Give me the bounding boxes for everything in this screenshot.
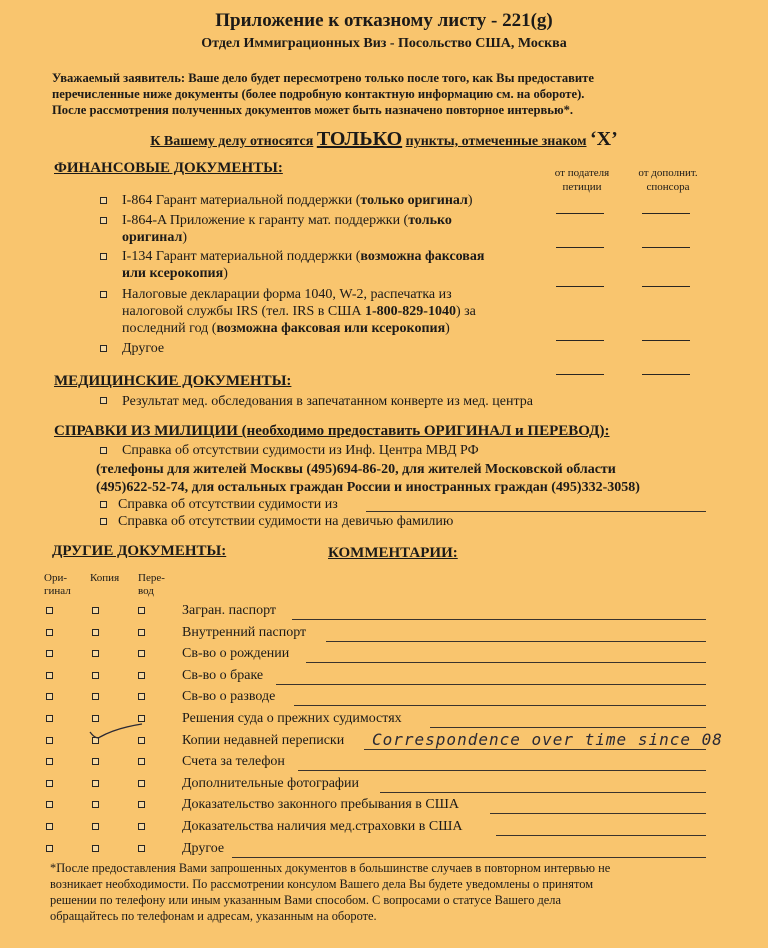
financial-item-text: Налоговые декларации форма 1040, W-2, распечатка из [122, 287, 452, 302]
checkbox[interactable] [100, 197, 107, 204]
intro-text [52, 70, 722, 118]
checkbox[interactable] [92, 672, 99, 679]
financial-item-line [122, 286, 452, 303]
other-document-label: Счета за телефон [182, 754, 285, 769]
financial-item-emphasis: оригинал [122, 230, 183, 245]
signature-line[interactable] [642, 286, 690, 287]
checkbox[interactable] [100, 518, 107, 525]
financial-item-text: ) за [455, 304, 476, 319]
financial-item-emphasis: 1-800-829-1040 [364, 304, 456, 319]
financial-item-emphasis: только [408, 213, 452, 228]
column-original: Ори- гинал [44, 572, 71, 597]
comment-line[interactable] [306, 662, 706, 663]
other-document-label: Копии недавней переписки [182, 733, 345, 748]
other-heading: ДРУГИЕ ДОКУМЕНТЫ: [52, 543, 227, 559]
x-instruction-emphasis: ТОЛЬКО [316, 128, 403, 150]
financial-item-emphasis: или ксерокопия [122, 266, 224, 281]
intro-line: После рассмотрения полученных документов может быть назначено повторное интервью*. [52, 103, 574, 117]
checkbox[interactable] [46, 629, 53, 636]
checkbox[interactable] [46, 693, 53, 700]
checkbox[interactable] [138, 780, 145, 787]
comment-line[interactable] [364, 749, 706, 750]
medical-item: Результат мед. обследования в запечатанном конверте из мед. центра [122, 394, 533, 409]
comment-line[interactable] [292, 619, 706, 620]
x-instruction-mark: ‘Х’ [590, 128, 618, 150]
footer-line: возникает необходимости. По рассмотрении консулом Вашего дела Вы будете уведомлены о принятом [50, 877, 594, 891]
financial-item-line [122, 303, 476, 320]
financial-item-line [122, 320, 450, 337]
footer-note [50, 860, 720, 924]
x-instruction-part: К Вашему делу относятся [150, 134, 314, 149]
handwritten-comment: Correspondence over time since 08 [372, 730, 723, 749]
checkbox[interactable] [92, 823, 99, 830]
checkbox[interactable] [92, 650, 99, 657]
other-document-label: Доказательство законного пребывания в США [182, 797, 459, 812]
checkbox[interactable] [100, 397, 107, 404]
comment-line[interactable] [490, 813, 706, 814]
checkbox[interactable] [46, 715, 53, 722]
checkbox[interactable] [138, 693, 145, 700]
financial-item-line [122, 265, 228, 282]
other-document-label: Св-во о браке [182, 668, 264, 683]
signature-line[interactable] [556, 340, 604, 341]
x-instruction-part: пункты, отмеченные знаком [405, 134, 587, 149]
financial-heading: ФИНАНСОВЫЕ ДОКУМЕНТЫ: [54, 160, 283, 176]
financial-item-line [122, 212, 452, 229]
signature-line[interactable] [642, 247, 690, 248]
signature-line[interactable] [556, 374, 604, 375]
footer-line: обращайтесь по телефонам и адресам, указанным на обороте. [50, 909, 377, 923]
checkbox[interactable] [46, 737, 53, 744]
checkbox[interactable] [46, 650, 53, 657]
comment-line[interactable] [496, 835, 706, 836]
checkbox[interactable] [92, 693, 99, 700]
police-heading: СПРАВКИ ИЗ МИЛИЦИИ (необходимо предоставить ОРИГИНАЛ и ПЕРЕВОД): [54, 423, 610, 439]
other-document-label: Доказательства наличия мед.страховки в США [182, 819, 463, 834]
checkbox[interactable] [92, 801, 99, 808]
checkbox[interactable] [138, 629, 145, 636]
signature-line[interactable] [556, 286, 604, 287]
checkbox[interactable] [46, 780, 53, 787]
signature-line[interactable] [642, 213, 690, 214]
comment-line[interactable] [298, 770, 706, 771]
checkbox[interactable] [138, 715, 145, 722]
signature-line[interactable] [642, 340, 690, 341]
checkbox[interactable] [46, 845, 53, 852]
checkbox[interactable] [138, 758, 145, 765]
page-title: Приложение к отказному листу - 221(g) [215, 10, 553, 31]
checkbox[interactable] [46, 801, 53, 808]
checkbox[interactable] [46, 823, 53, 830]
other-document-label: Св-во о разводе [182, 689, 276, 704]
financial-item-line [122, 192, 473, 209]
financial-item-text: налоговой службы IRS (тел. IRS в США [122, 304, 365, 319]
fill-line[interactable] [366, 511, 706, 512]
comments-heading: КОММЕНТАРИИ: [328, 545, 458, 561]
financial-item-line [122, 229, 187, 246]
checkbox[interactable] [46, 758, 53, 765]
other-document-label: Внутренний паспорт [182, 625, 307, 640]
checkbox[interactable] [138, 801, 145, 808]
other-document-label: Решения суда о прежних судимостях [182, 711, 402, 726]
checkbox[interactable] [138, 845, 145, 852]
financial-item-emphasis: возможна факсовая или ксерокопия [216, 321, 446, 336]
police-phones: (495)622-52-74, для остальных граждан России и иностранных граждан (495)332-3058) [96, 480, 640, 495]
footer-line: *После предоставления Вами запрошенных документов в большинстве случаев в повторном интервью не [50, 861, 611, 875]
checkbox[interactable] [92, 758, 99, 765]
checkbox[interactable] [100, 501, 107, 508]
checkbox[interactable] [100, 291, 107, 298]
comment-line[interactable] [276, 684, 706, 685]
page-subtitle: Отдел Иммиграционных Виз - Посольство США, Москва [201, 36, 567, 51]
police-item: Справка об отсутствии судимости из [118, 497, 338, 512]
financial-item-text: I-864 Гарант материальной поддержки ( [122, 193, 361, 208]
checkbox[interactable] [92, 780, 99, 787]
checkbox[interactable] [92, 629, 99, 636]
checkbox[interactable] [46, 607, 53, 614]
financial-item-emphasis: только оригинал [360, 193, 468, 208]
comment-line[interactable] [294, 705, 706, 706]
intro-line: перечисленные ниже документы (более подробную контактную информацию см. на обороте). [52, 87, 585, 101]
other-document-label: Другое [182, 841, 225, 856]
other-document-label: Дополнительные фотографии [182, 776, 359, 791]
financial-item-text: I-134 Гарант материальной поддержки ( [122, 249, 361, 264]
footer-line: решении по телефону или иным указанным Вами способом. С вопросами о статусе Вашего дела [50, 893, 561, 907]
comment-line[interactable] [326, 641, 706, 642]
checkbox[interactable] [138, 650, 145, 657]
financial-item-emphasis: возможна факсовая [360, 249, 485, 264]
checkbox[interactable] [100, 345, 107, 352]
checkbox[interactable] [100, 253, 107, 260]
column-petitioner: от подателя петиции [554, 167, 610, 193]
financial-item-text: I-864-A Приложение к гаранту мат. поддержки ( [122, 213, 409, 228]
other-document-label: Загран. паспорт [182, 603, 277, 618]
intro-line: Уважаемый заявитель: Ваше дело будет пересмотрено только после того, как Вы предоставите [52, 71, 594, 85]
police-phones: (телефоны для жителей Москвы (495)694-86-20, для жителей Московской области [96, 462, 616, 477]
signature-line[interactable] [556, 213, 604, 214]
police-item: Справка об отсутствии судимости из Инф. Центра МВД РФ [122, 443, 479, 458]
column-copy: Копия [90, 572, 120, 584]
financial-item-text: ) [223, 266, 228, 281]
financial-item-text: ) [467, 193, 473, 208]
checkbox[interactable] [100, 447, 107, 454]
checkbox[interactable] [92, 845, 99, 852]
medical-heading: МЕДИЦИНСКИЕ ДОКУМЕНТЫ: [54, 373, 292, 389]
financial-item-text: последний год ( [122, 321, 217, 336]
signature-line[interactable] [642, 374, 690, 375]
comment-line[interactable] [430, 727, 706, 728]
checkbox[interactable] [138, 823, 145, 830]
comment-line[interactable] [380, 792, 706, 793]
checkbox[interactable] [92, 607, 99, 614]
other-document-label: Св-во о рождении [182, 646, 290, 661]
comment-line[interactable] [232, 857, 706, 858]
column-sponsor: от дополнит. спонсора [638, 167, 698, 193]
financial-item-line [122, 340, 164, 357]
financial-item-line [122, 248, 484, 265]
financial-item-text: ) [445, 321, 450, 336]
financial-item-text: Другое [122, 341, 165, 356]
x-instruction [0, 128, 768, 151]
column-translation: Пере- вод [138, 572, 165, 597]
checkbox[interactable] [46, 672, 53, 679]
checkbox[interactable] [138, 607, 145, 614]
check-mark-icon [86, 722, 146, 744]
financial-item-text: ) [182, 230, 187, 245]
signature-line[interactable] [556, 247, 604, 248]
checkbox[interactable] [100, 217, 107, 224]
checkbox[interactable] [138, 672, 145, 679]
police-item: Справка об отсутствии судимости на девичью фамилию [118, 514, 454, 529]
checkbox[interactable] [92, 715, 99, 722]
